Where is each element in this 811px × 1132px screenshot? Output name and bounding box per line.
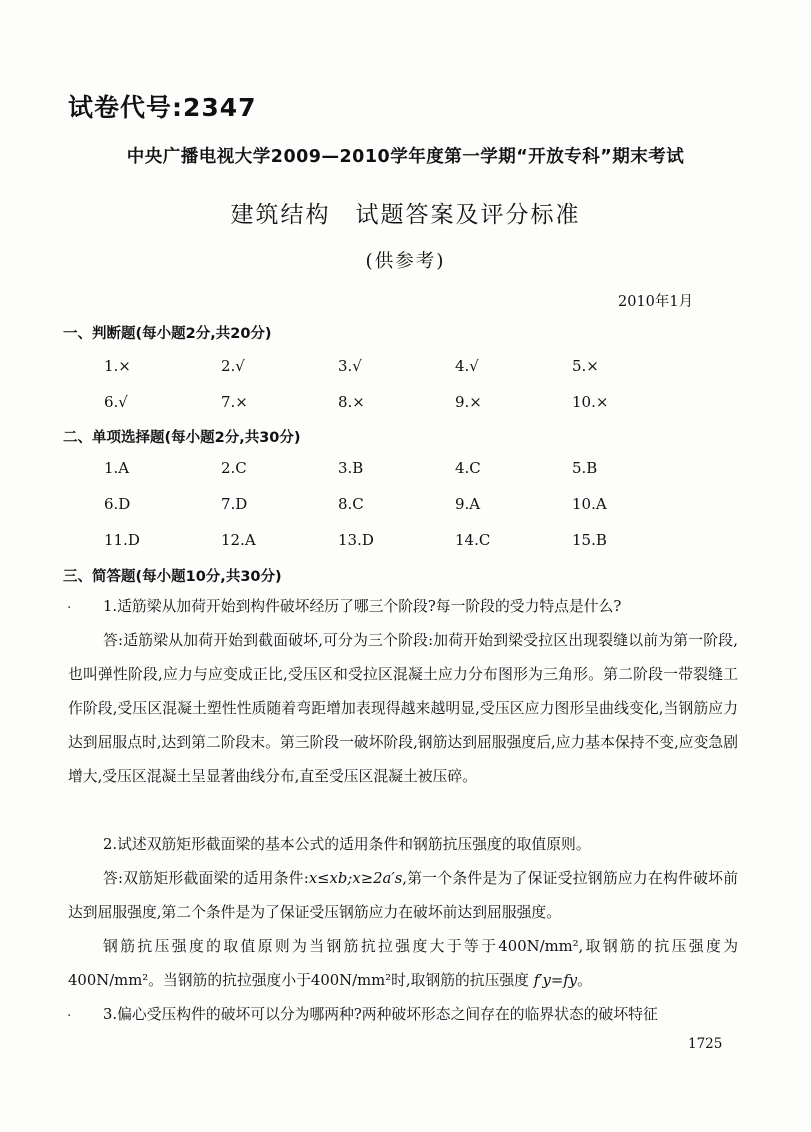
question-1: 1.适筋梁从加荷开始到构件破坏经历了哪三个阶段?每一阶段的受力特点是什么? xyxy=(103,598,622,615)
answer-cell: 7.D xyxy=(221,495,248,513)
page-number: 1725 xyxy=(688,1036,723,1052)
exam-title: 中央广播电视大学2009—2010学年度第一学期“开放专科”期末考试 xyxy=(126,147,685,167)
answer-cell: 10.A xyxy=(572,495,607,513)
answer-cell: 3.B xyxy=(338,459,364,477)
answer-1: 答:适筋梁从加荷开始到截面破坏,可分为三个阶段:加荷开始到梁受拉区出现裂缝以前为第一阶段,也叫弹性阶段,应力与应变成正比,受压区和受拉区混凝土应力分布图形为三角形。第二阶段一带裂缝工作阶段,受压区混凝土塑性性质随着弯距增加表现得越来越明显,受压区应力图形呈曲线变化,当钢筋应力达到屈服点时,达到第二阶段末。第三阶段一破坏阶段,钢筋达到屈服强度后,应力基本保持不变,应变急剧增大,受压区混凝土呈显著曲线分布,直至受压区混凝土被压碎。 xyxy=(68,632,738,785)
answer-cell: 2.√ xyxy=(221,357,245,375)
exam-date: 2010年1月 xyxy=(618,294,694,310)
answer-cell: 10.× xyxy=(572,393,609,411)
subject-title: 建筑结构 试题答案及评分标准 xyxy=(230,202,581,228)
answer-cell: 14.C xyxy=(455,531,491,549)
answer-cell: 11.D xyxy=(104,531,140,549)
answer-2b xyxy=(68,930,738,998)
question-3: 3.偏心受压构件的破坏可以分为哪两种?两种破坏形态之间存在的临界状态的破坏特征 xyxy=(103,1006,658,1023)
answer-cell: 13.D xyxy=(338,531,374,549)
answer-cell: 6.√ xyxy=(104,393,128,411)
answer-cell: 6.D xyxy=(104,495,131,513)
answer-cell: 9.× xyxy=(455,393,482,411)
answer-cell: 2.C xyxy=(221,459,247,477)
margin-mark: . xyxy=(67,1004,72,1020)
answer-cell: 8.C xyxy=(338,495,364,513)
answer-cell: 1.A xyxy=(104,459,130,477)
answer-2b-end: 。 xyxy=(577,972,592,989)
answer-2b-prefix: 钢筋抗压强度的取值原则为当钢筋抗拉强度大于等于400N/mm²,取钢筋的抗压强度为400N/mm²。当钢筋的抗拉强度小于400N/mm²时,取钢筋的抗压强度 xyxy=(68,938,738,989)
question-2: 2.试述双筋矩形截面梁的基本公式的适用条件和钢筋抗压强度的取值原则。 xyxy=(103,836,591,853)
section-short-answer-title: 三、简答题(每小题10分,共30分) xyxy=(63,569,282,585)
section-true-false-title: 一、判断题(每小题2分,共20分) xyxy=(63,326,272,342)
answer-2-formula: x≤xb;x≥2a′s xyxy=(308,870,403,887)
answer-2-rest: ,第一个条件是为了保证受拉钢筋应力在构件破坏前达到屈服强度,第二个条件是为了保证受压钢筋应力在破坏前达到屈服强度。 xyxy=(68,870,738,921)
section-multiple-choice-title: 二、单项选择题(每小题2分,共30分) xyxy=(63,430,301,446)
answer-cell: 12.A xyxy=(221,531,256,549)
answer-cell: 8.× xyxy=(338,393,365,411)
answer-2b-formula: f′y=fy xyxy=(533,972,578,989)
reference-note: (供参考) xyxy=(365,251,446,272)
answer-cell: 3.√ xyxy=(338,357,362,375)
answer-2 xyxy=(68,862,738,930)
paper-code: 试卷代号:2347 xyxy=(68,93,257,122)
answer-cell: 4.√ xyxy=(455,357,479,375)
answer-2-prefix: 答:双筋矩形截面梁的适用条件: xyxy=(103,870,309,887)
answer-cell: 1.× xyxy=(104,357,131,375)
answer-cell: 5.× xyxy=(572,357,599,375)
answer-cell: 5.B xyxy=(572,459,598,477)
answer-cell: 15.B xyxy=(572,531,607,549)
answer-cell: 9.A xyxy=(455,495,481,513)
answer-cell: 4.C xyxy=(455,459,481,477)
margin-mark: . xyxy=(67,596,72,612)
answer-cell: 7.× xyxy=(221,393,248,411)
